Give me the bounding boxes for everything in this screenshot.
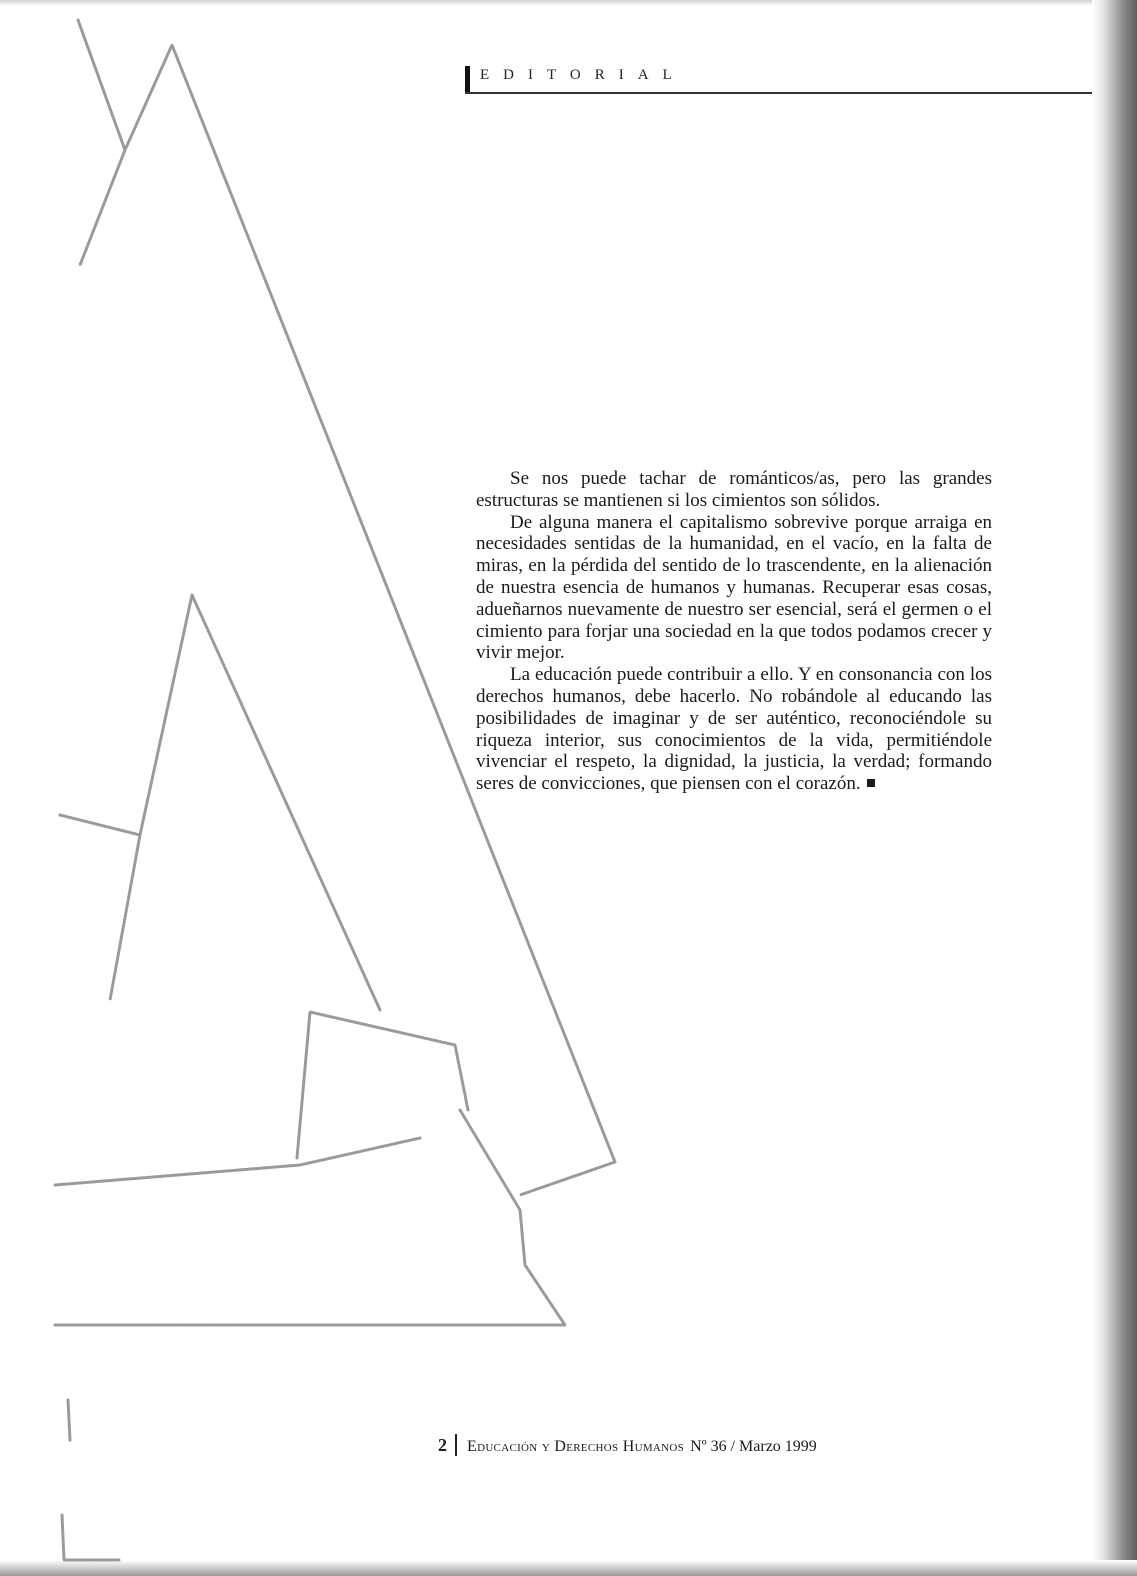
footer-separator [455,1434,457,1456]
article-body [476,468,992,795]
sketch-line [62,1515,120,1560]
article-paragraph-text: La educación puede contribuir a ello. Y en consonancia con los derechos humanos, debe hacerlo. No robándole al educando las posibilidades de imaginar y de ser auténtico, reconociéndole su riqueza interior, sus conocimientos de la vida, permitiéndole vivenciar el respeto, la dignidad, la justicia, la verdad; formando seres de convicciones, que piensen con el corazón. [476,664,992,795]
header-rule [465,92,1092,94]
sketch-line [68,1400,70,1440]
sketch-line [78,20,125,265]
header-accent-bar [465,66,470,92]
sketch-line [140,595,380,1010]
page-number: 2 [438,1435,447,1455]
section-label: EDITORIAL [480,67,686,83]
sketch-line [60,815,140,835]
sketch-line [297,1012,468,1158]
sketch-line [460,1110,565,1325]
sketch-line [55,1138,420,1185]
article-paragraph [476,664,992,795]
page-footer [438,1434,817,1456]
end-of-article-mark [867,779,875,787]
article-paragraph: Se nos puede tachar de románticos/as, pero las grandes estructuras se mantienen si los cimientos son sólidos. [476,468,992,511]
issue-info: Nº 36 / Marzo 1999 [690,1438,817,1455]
article-paragraph: De alguna manera el capitalismo sobrevive porque arraiga en necesidades sentidas de la humanidad, en el vacío, en la falta de miras, en la pérdida del sentido de lo trascendente, en la alienación de nuestra esencia de humanos y humanas. Recuperar esas cosas, adueñarnos nuevamente de nuestro ser esencial, será el germen o el cimiento para forjar una sociedad en la que todos podamos crecer y vivir mejor. [476,511,992,664]
publication-name: Educación y Derechos Humanos [467,1438,685,1455]
sketch-line [110,835,140,1000]
